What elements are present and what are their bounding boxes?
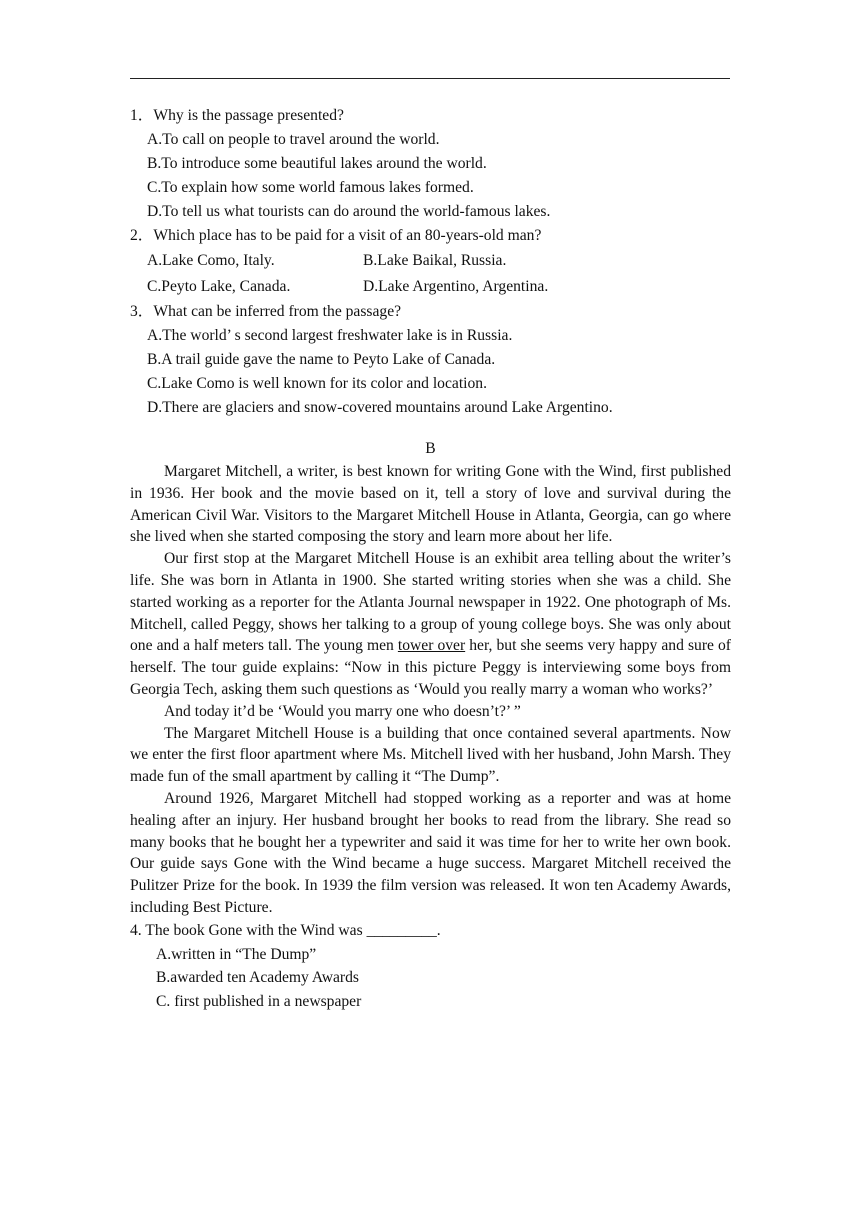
header-rule	[130, 78, 730, 79]
document-content	[130, 104, 731, 1014]
question-2-option-b: B.Lake Baikal, Russia.	[363, 252, 507, 269]
question-text: Why is the passage presented?	[153, 107, 344, 124]
paragraph-text: Our first stop at the Margaret Mitchell House is an exhibit area telling about the writer’s life. She was born in Atlanta in 1900. She started writing stories when she was a child. She started working as a reporter for the Atlanta Journal newspaper in 1922. One photograph of Ms. Mitchell, called Peggy, shows her talking to a group of young college boys. She was only about one and a half meters tall. The young men	[130, 550, 731, 655]
question-3-option-d: D.There are glaciers and snow-covered mountains around Lake Argentino.	[147, 399, 613, 416]
question-1-option-c: C.To explain how some world famous lakes formed.	[147, 179, 474, 196]
question-1-option-a: A.To call on people to travel around the world.	[147, 131, 440, 148]
question-2	[130, 224, 731, 248]
passage-paragraph-5: Around 1926, Margaret Mitchell had stopped working as a reporter and was at home healing after an injury. Her husband brought her books to read from the library. She read so many books that he bought her a typewriter and said it was time for her to write her own book. Our guide says Gone with the Wind became a huge success. Margaret Mitchell received the Pulitzer Prize for the book. In 1939 the film version was released. It won ten Academy Awards, including Best Picture.	[130, 789, 731, 916]
question-3	[130, 300, 731, 324]
passage-paragraph-3: And today it’d be ‘Would you marry one who doesn’t?’ ”	[164, 702, 521, 720]
question-2-options-row-2	[130, 274, 731, 300]
question-text: Which place has to be paid for a visit of an 80-years-old man?	[153, 227, 542, 244]
question-number: 3．	[130, 303, 154, 320]
question-3-option-b: B.A trail guide gave the name to Peyto Lake of Canada.	[147, 351, 496, 368]
question-2-option-a: A.Lake Como, Italy.	[147, 252, 275, 269]
question-3-option-c: C.Lake Como is well known for its color and location.	[147, 375, 487, 392]
question-number: 2．	[130, 227, 154, 244]
question-4-option-b: B.awarded ten Academy Awards	[156, 969, 359, 987]
underlined-phrase: tower over	[397, 637, 466, 655]
question-4-option-a: A.written in “The Dump”	[156, 945, 317, 963]
question-number: 1．	[130, 107, 154, 124]
question-2-option-d: D.Lake Argentino, Argentina.	[363, 278, 549, 295]
question-3-option-a: A.The world’ s second largest freshwater lake is in Russia.	[147, 327, 513, 344]
question-1	[130, 104, 731, 128]
section-heading: B	[425, 440, 436, 457]
question-2-option-c: C.Peyto Lake, Canada.	[147, 278, 291, 295]
question-text: What can be inferred from the passage?	[153, 303, 402, 320]
question-4: 4. The book Gone with the Wind was _________.	[130, 921, 441, 939]
passage-paragraph-4: The Margaret Mitchell House is a building that once contained several apartments. Now we enter the first floor apartment where Ms. Mitchell lived with her husband, John Marsh. They made fun of the small apartment by calling it “The Dump”.	[130, 724, 731, 786]
passage-paragraph-2	[130, 548, 731, 701]
question-1-option-d: D.To tell us what tourists can do around the world-famous lakes.	[147, 203, 551, 220]
passage-paragraph-1: Margaret Mitchell, a writer, is best known for writing Gone with the Wind, first published in 1936. Her book and the movie based on it, tell a story of love and survival during the American Civil War. Visitors to the Margaret Mitchell House in Atlanta, Georgia, can go where she lived when she started composing the story and learn more about her life.	[130, 463, 731, 546]
paragraph-text: her, but she seems very happy and sure of herself. The tour guide explains: “Now in this picture Peggy is interviewing some boys from Georgia Tech, asking them such questions as ‘Would you really marry a woman who works?’	[130, 637, 731, 698]
question-2-options-row-1	[130, 248, 731, 274]
question-4-option-c: C. first published in a newspaper	[156, 993, 362, 1011]
question-1-option-b: B.To introduce some beautiful lakes around the world.	[147, 155, 487, 172]
